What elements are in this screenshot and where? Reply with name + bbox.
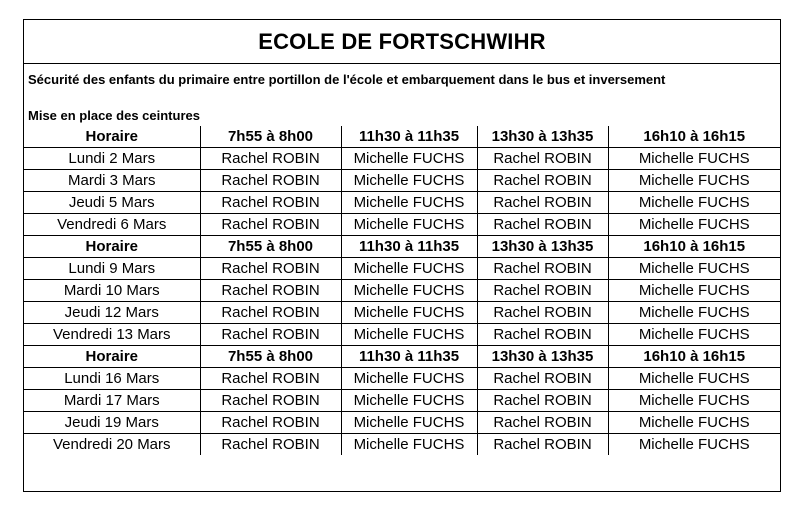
time-slot-header-cell: 13h30 à 13h35: [477, 346, 608, 368]
table-row: [24, 390, 780, 412]
table-row: [24, 148, 780, 170]
header-label-cell: Horaire: [24, 346, 200, 368]
assignee-cell: Rachel ROBIN: [200, 280, 341, 302]
assignee-cell: Rachel ROBIN: [200, 390, 341, 412]
assignee-cell: Michelle FUCHS: [341, 324, 477, 346]
time-slot-header-cell: 11h30 à 11h35: [341, 346, 477, 368]
assignee-cell: Rachel ROBIN: [200, 368, 341, 390]
table-row: [24, 324, 780, 346]
time-slot-header-cell: 16h10 à 16h15: [608, 236, 780, 258]
day-cell: Lundi 2 Mars: [24, 148, 200, 170]
page-title: ECOLE DE FORTSCHWIHR: [24, 20, 780, 64]
header-row: [24, 126, 780, 148]
header-label-cell: Horaire: [24, 236, 200, 258]
assignee-cell: Rachel ROBIN: [477, 148, 608, 170]
day-cell: Jeudi 12 Mars: [24, 302, 200, 324]
table-row: [24, 368, 780, 390]
table-row: [24, 258, 780, 280]
assignee-cell: Rachel ROBIN: [477, 170, 608, 192]
day-cell: Lundi 16 Mars: [24, 368, 200, 390]
schedule-sheet: [23, 19, 781, 492]
time-slot-header-cell: 7h55 à 8h00: [200, 126, 341, 148]
table-row: [24, 302, 780, 324]
time-slot-header-cell: 16h10 à 16h15: [608, 126, 780, 148]
assignee-cell: Rachel ROBIN: [477, 214, 608, 236]
assignee-cell: Rachel ROBIN: [477, 412, 608, 434]
subtitle: Sécurité des enfants du primaire entre portillon de l'école et embarquement dans le bus et inversement: [28, 72, 666, 87]
day-cell: Vendredi 13 Mars: [24, 324, 200, 346]
assignee-cell: Michelle FUCHS: [608, 412, 780, 434]
assignee-cell: Michelle FUCHS: [608, 302, 780, 324]
table-row: [24, 170, 780, 192]
table-row: [24, 280, 780, 302]
assignee-cell: Michelle FUCHS: [608, 280, 780, 302]
section-note: Mise en place des ceintures: [28, 108, 200, 123]
day-cell: Vendredi 6 Mars: [24, 214, 200, 236]
assignee-cell: Michelle FUCHS: [608, 148, 780, 170]
assignee-cell: Michelle FUCHS: [608, 324, 780, 346]
assignee-cell: Rachel ROBIN: [477, 324, 608, 346]
assignee-cell: Rachel ROBIN: [200, 324, 341, 346]
assignee-cell: Michelle FUCHS: [608, 192, 780, 214]
assignee-cell: Rachel ROBIN: [477, 258, 608, 280]
assignee-cell: Michelle FUCHS: [341, 368, 477, 390]
assignee-cell: Rachel ROBIN: [200, 192, 341, 214]
assignee-cell: Michelle FUCHS: [608, 214, 780, 236]
assignee-cell: Michelle FUCHS: [341, 214, 477, 236]
header-label-cell: Horaire: [24, 126, 200, 148]
schedule-body: [24, 126, 780, 455]
day-cell: Mardi 10 Mars: [24, 280, 200, 302]
day-cell: Lundi 9 Mars: [24, 258, 200, 280]
assignee-cell: Rachel ROBIN: [200, 434, 341, 456]
time-slot-header-cell: 13h30 à 13h35: [477, 236, 608, 258]
assignee-cell: Michelle FUCHS: [341, 258, 477, 280]
assignee-cell: Rachel ROBIN: [200, 258, 341, 280]
assignee-cell: Rachel ROBIN: [200, 214, 341, 236]
time-slot-header-cell: 11h30 à 11h35: [341, 236, 477, 258]
time-slot-header-cell: 11h30 à 11h35: [341, 126, 477, 148]
assignee-cell: Rachel ROBIN: [477, 390, 608, 412]
assignee-cell: Rachel ROBIN: [200, 170, 341, 192]
assignee-cell: Michelle FUCHS: [341, 412, 477, 434]
day-cell: Vendredi 20 Mars: [24, 434, 200, 456]
assignee-cell: Rachel ROBIN: [200, 148, 341, 170]
assignee-cell: Rachel ROBIN: [477, 280, 608, 302]
day-cell: Mardi 3 Mars: [24, 170, 200, 192]
assignee-cell: Michelle FUCHS: [341, 434, 477, 456]
assignee-cell: Michelle FUCHS: [608, 170, 780, 192]
assignee-cell: Michelle FUCHS: [608, 258, 780, 280]
day-cell: Mardi 17 Mars: [24, 390, 200, 412]
time-slot-header-cell: 13h30 à 13h35: [477, 126, 608, 148]
assignee-cell: Michelle FUCHS: [341, 148, 477, 170]
time-slot-header-cell: 7h55 à 8h00: [200, 346, 341, 368]
day-cell: Jeudi 19 Mars: [24, 412, 200, 434]
table-row: [24, 214, 780, 236]
assignee-cell: Michelle FUCHS: [608, 390, 780, 412]
assignee-cell: Rachel ROBIN: [477, 434, 608, 456]
time-slot-header-cell: 16h10 à 16h15: [608, 346, 780, 368]
assignee-cell: Michelle FUCHS: [341, 390, 477, 412]
assignee-cell: Michelle FUCHS: [341, 192, 477, 214]
schedule-table: [24, 126, 780, 455]
assignee-cell: Michelle FUCHS: [608, 434, 780, 456]
assignee-cell: Rachel ROBIN: [200, 302, 341, 324]
table-row: [24, 192, 780, 214]
header-row: [24, 346, 780, 368]
assignee-cell: Rachel ROBIN: [477, 192, 608, 214]
assignee-cell: Rachel ROBIN: [477, 368, 608, 390]
header-row: [24, 236, 780, 258]
table-row: [24, 412, 780, 434]
assignee-cell: Rachel ROBIN: [477, 302, 608, 324]
table-row: [24, 434, 780, 456]
assignee-cell: Michelle FUCHS: [608, 368, 780, 390]
time-slot-header-cell: 7h55 à 8h00: [200, 236, 341, 258]
day-cell: Jeudi 5 Mars: [24, 192, 200, 214]
assignee-cell: Michelle FUCHS: [341, 302, 477, 324]
assignee-cell: Rachel ROBIN: [200, 412, 341, 434]
assignee-cell: Michelle FUCHS: [341, 170, 477, 192]
assignee-cell: Michelle FUCHS: [341, 280, 477, 302]
